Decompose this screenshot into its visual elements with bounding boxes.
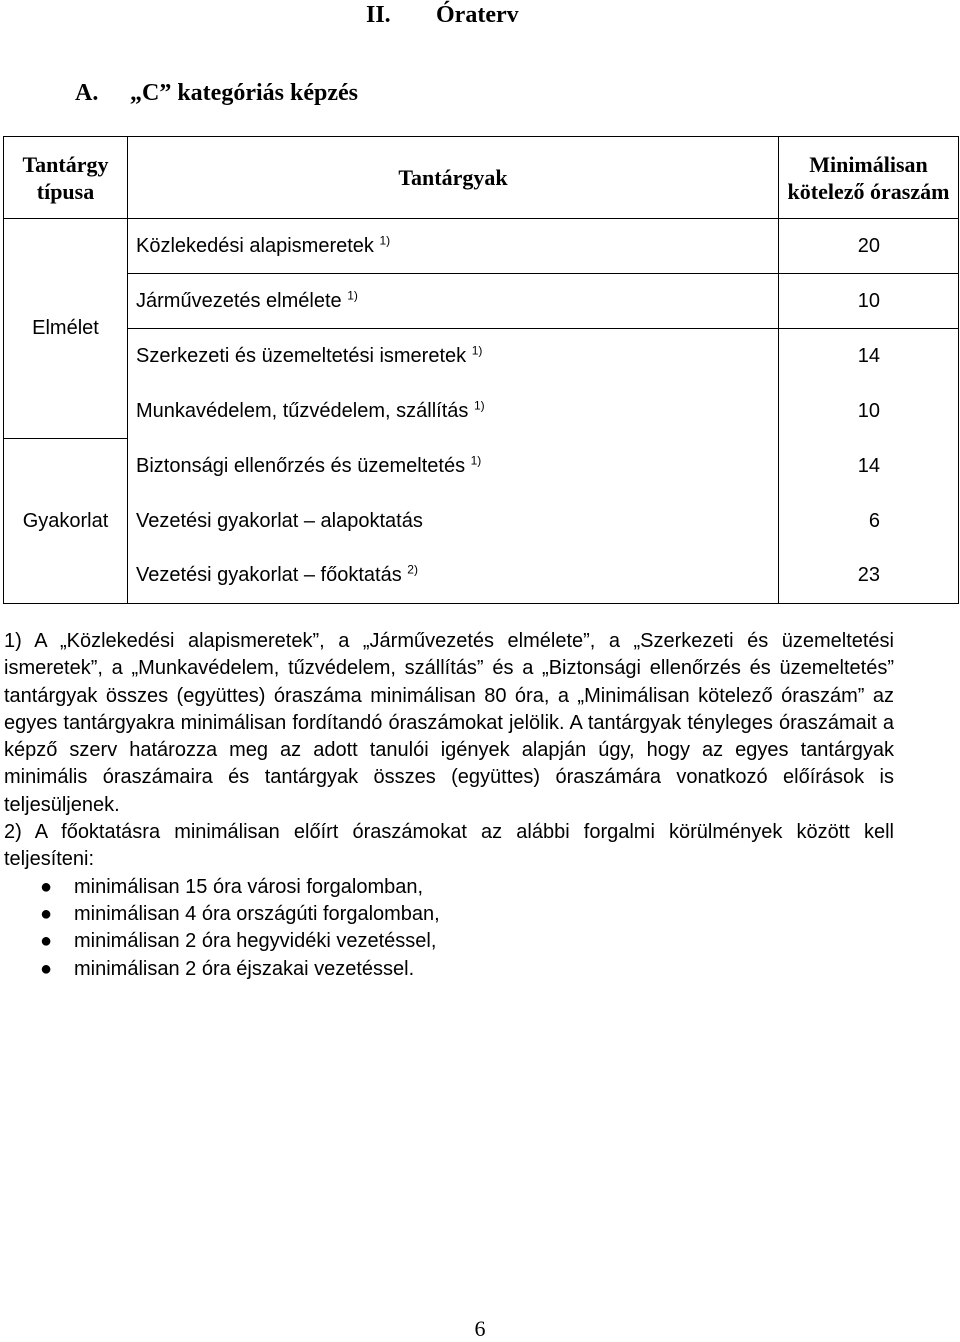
curriculum-table [3, 136, 959, 604]
hours-cell: 10 [779, 274, 959, 329]
section-title: „C” kategóriás képzés [130, 80, 358, 106]
subject-cell: Vezetési gyakorlat – alapoktatás [128, 494, 779, 549]
table-row [4, 219, 959, 274]
heading-number: II. [366, 2, 391, 28]
subject-cell: Szerkezeti és üzemeltetési ismeretek $^{1)}$ [128, 329, 779, 384]
section-letter: A. [75, 80, 99, 106]
hours-cell: 23 [779, 549, 959, 604]
footnotes [4, 628, 894, 983]
header-subjects: Tantárgyak [128, 137, 779, 219]
hours-cell: 20 [779, 219, 959, 274]
hours-cell: 14 [779, 439, 959, 494]
bullet-icon: ● [40, 930, 53, 953]
header-hours: Minimálisan kötelező óraszám [779, 137, 959, 219]
header-type: Tantárgy típusa [4, 137, 128, 219]
table-row [4, 549, 959, 604]
bullet-icon: ● [40, 902, 53, 925]
hours-cell: 14 [779, 329, 959, 384]
footnote-2: 2) A főoktatásra minimálisan előírt óraszámokat az alábbi forgalmi körülmények között kell teljesíteni: [4, 821, 894, 871]
type-cell-theory: Elmélet [4, 219, 128, 439]
bullet-icon: ● [40, 957, 53, 980]
table-row [4, 494, 959, 549]
hours-cell: 10 [779, 384, 959, 439]
list-item: ● minimálisan 2 óra éjszakai vezetéssel. [74, 956, 894, 983]
bullet-icon: ● [40, 875, 53, 898]
subject-cell: Munkavédelem, tűzvédelem, szállítás $^{1)}$ [128, 384, 779, 439]
table-row [4, 439, 959, 494]
hours-cell: 6 [779, 494, 959, 549]
table-row [4, 274, 959, 329]
bullet-list [4, 874, 894, 983]
table-row [4, 384, 959, 439]
subject-cell: Járművezetés elmélete $^{1)}$ [128, 274, 779, 329]
list-item: ● minimálisan 15 óra városi forgalomban, [74, 874, 894, 901]
list-item: ● minimálisan 2 óra hegyvidéki vezetéssel, [74, 928, 894, 955]
subject-cell: Vezetési gyakorlat – főoktatás $^{2)}$ [128, 549, 779, 604]
list-item: ● minimálisan 4 óra országúti forgalomban, [74, 901, 894, 928]
table-row [4, 329, 959, 384]
page-number: 6 [474, 1316, 486, 1341]
type-cell-practice: Gyakorlat [4, 439, 128, 604]
table-header-row [4, 137, 959, 219]
subject-cell: Biztonsági ellenőrzés és üzemeltetés $^{1)}$ [128, 439, 779, 494]
footnote-1: 1) A „Közlekedési alapismeretek”, a „Járművezetés elmélete”, a „Szerkezeti és üzemeltetési ismeretek”, a „Munkavédelem, tűzvédelem, szállítás” és a „Biztonsági ellenőrzés és üzemeltetés” tantárgyak összes (együttes) óraszáma minimálisan 80 óra, a „Minimálisan kötelező óraszám” az egyes tantárgyakra minimálisan fordítandó óraszámokat jelölik. A tantárgyak tényleges óraszámait a képző szerv határozza meg az adott tanulói igények alapján úgy, hogy az egyes tantárgyak minimális óraszámaira és tantárgyak összes (együttes) óraszámára vonatkozó előírások is teljesüljenek. [4, 630, 894, 816]
subject-cell: Közlekedési alapismeretek $^{1)}$ [128, 219, 779, 274]
heading-title: Óraterv [436, 2, 519, 28]
